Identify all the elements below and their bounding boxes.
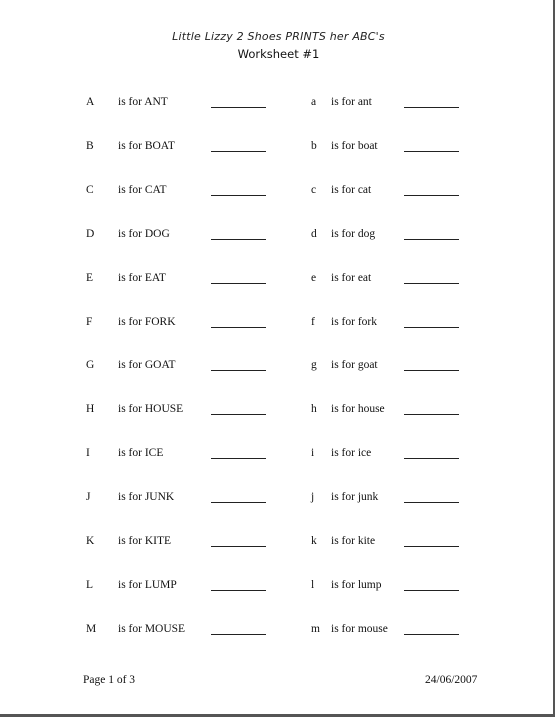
uppercase-answer-blank[interactable] [211, 535, 266, 547]
worksheet-row [0, 491, 557, 507]
lowercase-answer-blank[interactable] [404, 623, 459, 635]
lowercase-answer-blank[interactable] [404, 359, 459, 371]
lowercase-answer-blank[interactable] [404, 447, 459, 459]
worksheet-title: Little Lizzy 2 Shoes PRINTS her ABC's [172, 30, 385, 43]
uppercase-letter: E [86, 271, 94, 284]
lowercase-letter: a [311, 96, 317, 108]
lowercase-phrase: is for lump [331, 578, 382, 591]
uppercase-letter: A [86, 96, 95, 108]
lowercase-answer-blank[interactable] [404, 579, 459, 591]
worksheet-row [0, 184, 557, 200]
lowercase-phrase: is for boat [331, 139, 378, 152]
uppercase-letter: I [86, 447, 90, 460]
lowercase-phrase: is for ice [331, 447, 372, 460]
uppercase-answer-blank[interactable] [211, 579, 266, 591]
uppercase-phrase: is for HOUSE [118, 403, 184, 416]
lowercase-answer-blank[interactable] [404, 96, 459, 108]
uppercase-answer-blank[interactable] [211, 272, 266, 284]
worksheet-row [0, 579, 557, 595]
lowercase-phrase: is for house [331, 403, 385, 416]
uppercase-phrase: is for GOAT [118, 359, 176, 372]
lowercase-answer-blank[interactable] [404, 535, 459, 547]
worksheet-row [0, 272, 557, 288]
uppercase-answer-blank[interactable] [211, 359, 266, 371]
uppercase-phrase: is for CAT [118, 183, 167, 196]
lowercase-phrase: is for ant [331, 96, 372, 108]
lowercase-phrase: is for dog [331, 227, 376, 240]
uppercase-phrase: is for EAT [118, 271, 166, 284]
lowercase-answer-blank[interactable] [404, 184, 459, 196]
uppercase-answer-blank[interactable] [211, 403, 266, 415]
uppercase-phrase: is for MOUSE [118, 622, 186, 635]
uppercase-letter: G [86, 359, 95, 372]
uppercase-letter: L [86, 578, 94, 591]
worksheet-row [0, 140, 557, 156]
uppercase-letter: B [86, 139, 94, 152]
uppercase-answer-blank[interactable] [211, 316, 266, 328]
lowercase-phrase: is for kite [331, 535, 376, 547]
uppercase-phrase: is for LUMP [118, 578, 177, 591]
lowercase-letter: i [311, 447, 315, 460]
lowercase-answer-blank[interactable] [404, 272, 459, 284]
lowercase-letter: b [311, 139, 317, 152]
uppercase-letter: D [86, 227, 95, 240]
worksheet-row [0, 228, 557, 244]
uppercase-phrase: is for DOG [118, 227, 170, 240]
worksheet-subtitle: Worksheet #1 [237, 47, 320, 61]
worksheet-row [0, 359, 557, 375]
uppercase-answer-blank[interactable] [211, 140, 266, 152]
worksheet-row [0, 316, 557, 332]
worksheet-row [0, 535, 557, 551]
lowercase-answer-blank[interactable] [404, 228, 459, 240]
uppercase-letter: F [86, 315, 93, 328]
lowercase-letter: l [311, 578, 315, 591]
lowercase-letter: j [311, 491, 315, 504]
lowercase-phrase: is for cat [331, 183, 372, 196]
lowercase-answer-blank[interactable] [404, 140, 459, 152]
uppercase-answer-blank[interactable] [211, 184, 266, 196]
lowercase-letter: d [311, 227, 317, 240]
lowercase-letter: e [311, 271, 317, 284]
lowercase-phrase: is for junk [331, 491, 379, 504]
uppercase-letter: K [86, 535, 95, 547]
uppercase-answer-blank[interactable] [211, 623, 266, 635]
worksheet-row [0, 447, 557, 463]
uppercase-letter: M [86, 622, 97, 635]
uppercase-letter: C [86, 183, 94, 196]
lowercase-answer-blank[interactable] [404, 403, 459, 415]
uppercase-phrase: is for JUNK [118, 491, 175, 504]
worksheet-row [0, 623, 557, 639]
uppercase-answer-blank[interactable] [211, 447, 266, 459]
lowercase-letter: h [311, 403, 317, 416]
uppercase-phrase: is for ANT [118, 96, 168, 108]
lowercase-letter: m [311, 622, 320, 635]
lowercase-answer-blank[interactable] [404, 491, 459, 503]
lowercase-answer-blank[interactable] [404, 316, 459, 328]
lowercase-letter: c [311, 183, 317, 196]
worksheet-row [0, 403, 557, 419]
lowercase-phrase: is for fork [331, 315, 377, 328]
lowercase-phrase: is for goat [331, 359, 378, 372]
lowercase-letter: g [311, 359, 317, 372]
worksheet-date: 24/06/2007 [425, 674, 478, 686]
uppercase-phrase: is for BOAT [118, 139, 175, 152]
uppercase-answer-blank[interactable] [211, 491, 266, 503]
uppercase-answer-blank[interactable] [211, 96, 266, 108]
page-number: Page 1 of 3 [83, 674, 136, 686]
lowercase-letter: k [311, 535, 317, 547]
uppercase-letter: H [86, 403, 95, 416]
uppercase-letter: J [86, 491, 91, 504]
uppercase-answer-blank[interactable] [211, 228, 266, 240]
uppercase-phrase: is for FORK [118, 315, 176, 328]
lowercase-phrase: is for eat [331, 271, 372, 284]
uppercase-phrase: is for ICE [118, 447, 164, 460]
lowercase-letter: f [311, 315, 315, 328]
lowercase-phrase: is for mouse [331, 622, 388, 635]
worksheet-row [0, 96, 557, 112]
uppercase-phrase: is for KITE [118, 535, 172, 547]
